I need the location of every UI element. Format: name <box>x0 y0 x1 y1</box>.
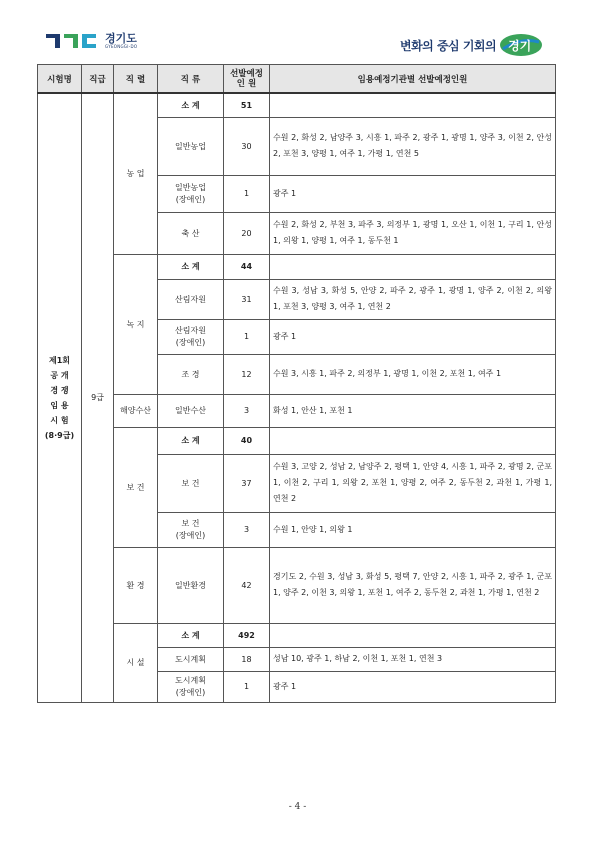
regions-cell: 화성 1, 안산 1, 포천 1 <box>270 394 556 427</box>
gyeonggi-logo <box>46 33 137 49</box>
exam-name-line: (8·9급) <box>44 430 75 440</box>
regions-cell: 수원 3, 성남 3, 화성 5, 안양 2, 파주 2, 광주 1, 광명 1, 양주 2, 이천 2, 의왕 1, 포천 3, 양평 3, 여주 1, 연천 2 <box>270 279 556 319</box>
page-header <box>0 0 595 60</box>
subtotal-count: 40 <box>224 427 270 454</box>
slogan-badge <box>499 33 543 57</box>
subtotal-count: 51 <box>224 93 270 117</box>
type-cell: 산림자원 <box>158 279 224 319</box>
count-cell: 1 <box>224 319 270 354</box>
table-row <box>38 547 556 623</box>
subtotal-regions <box>270 93 556 117</box>
header-grade: 직급 <box>82 65 114 94</box>
subtotal-count: 44 <box>224 254 270 279</box>
grade-cell: 9급 <box>82 93 114 702</box>
subtotal-label: 소 계 <box>158 623 224 647</box>
type-cell: 축 산 <box>158 212 224 254</box>
subtotal-label: 소 계 <box>158 254 224 279</box>
header-regions: 임용예정기관별 선발예정인원 <box>270 65 556 94</box>
regions-cell: 광주 1 <box>270 319 556 354</box>
exam-name-line: 시 험 <box>50 415 69 425</box>
series-cell: 농 업 <box>114 93 158 254</box>
regions-cell: 수원 2, 화성 2, 남양주 3, 시흥 1, 파주 2, 광주 1, 광명 1, 양주 3, 이천 2, 안성 2, 포천 3, 양평 1, 여주 1, 가평 1, 연천 5 <box>270 117 556 175</box>
table-header-row <box>38 65 556 94</box>
count-cell: 1 <box>224 671 270 702</box>
regions-cell: 수원 1, 안양 1, 의왕 1 <box>270 512 556 547</box>
regions-cell: 광주 1 <box>270 671 556 702</box>
series-cell: 녹 지 <box>114 254 158 394</box>
series-cell: 시 설 <box>114 623 158 702</box>
header-type: 직 류 <box>158 65 224 94</box>
regions-cell: 경기도 2, 수원 3, 성남 3, 화성 5, 평택 7, 안양 2, 시흥 1, 파주 2, 광주 1, 군포 1, 양주 2, 이천 3, 의왕 1, 포천 1, 여주 2, 동두천 2, 과천 1, 가평 1, 연천 2 <box>270 547 556 623</box>
regions-cell: 수원 3, 시흥 1, 파주 2, 의정부 1, 광명 1, 이천 2, 포천 1, 여주 1 <box>270 354 556 394</box>
count-cell: 12 <box>224 354 270 394</box>
subtotal-label: 소 계 <box>158 93 224 117</box>
type-cell: 조 경 <box>158 354 224 394</box>
exam-name-line: 경 쟁 <box>50 385 69 395</box>
table-row <box>38 394 556 427</box>
count-cell: 30 <box>224 117 270 175</box>
exam-name-cell <box>38 93 82 702</box>
count-cell: 1 <box>224 175 270 212</box>
table-row <box>38 427 556 454</box>
count-cell: 3 <box>224 512 270 547</box>
table-row <box>38 93 556 117</box>
regions-cell: 성남 10, 광주 1, 하남 2, 이천 1, 포천 1, 연천 3 <box>270 647 556 671</box>
type-cell: 보 건 (장애인) <box>158 512 224 547</box>
slogan-text: 변화의 중심 기회의 <box>400 38 497 53</box>
table-row <box>38 623 556 647</box>
exam-name-line: 공 개 <box>50 370 69 380</box>
count-cell: 3 <box>224 394 270 427</box>
count-cell: 37 <box>224 454 270 512</box>
table-row <box>38 254 556 279</box>
type-cell: 일반수산 <box>158 394 224 427</box>
exam-name-line: 제1회 <box>48 355 71 365</box>
exam-name-line: 임 용 <box>50 400 69 410</box>
type-cell: 산림자원 (장애인) <box>158 319 224 354</box>
recruitment-table <box>37 64 556 703</box>
type-cell: 일반환경 <box>158 547 224 623</box>
regions-cell: 수원 2, 화성 2, 부천 3, 파주 3, 의정부 1, 광명 1, 오산 1, 이천 1, 구리 1, 안성 1, 의왕 1, 양평 1, 여주 1, 동두천 1 <box>270 212 556 254</box>
header-series: 직 렬 <box>114 65 158 94</box>
logo-subtext: GYEONGGI-DO <box>105 44 138 49</box>
count-cell: 18 <box>224 647 270 671</box>
count-cell: 42 <box>224 547 270 623</box>
regions-cell: 수원 3, 고양 2, 성남 2, 남양주 2, 평택 1, 안양 4, 시흥 1, 파주 2, 광명 2, 군포 1, 이천 2, 구리 1, 의왕 2, 포천 1, 양평 2, 여주 2, 동두천 2, 과천 1, 가평 1, 연천 2 <box>270 454 556 512</box>
series-cell: 환 경 <box>114 547 158 623</box>
type-cell: 일반농업 <box>158 117 224 175</box>
count-cell: 31 <box>224 279 270 319</box>
type-cell: 도시계획 (장애인) <box>158 671 224 702</box>
slogan-badge-text: 경기 <box>508 39 532 53</box>
subtotal-regions <box>270 254 556 279</box>
type-cell: 도시계획 <box>158 647 224 671</box>
regions-cell: 광주 1 <box>270 175 556 212</box>
subtotal-count: 492 <box>224 623 270 647</box>
subtotal-regions <box>270 427 556 454</box>
type-cell: 일반농업 (장애인) <box>158 175 224 212</box>
series-cell: 해양수산 <box>114 394 158 427</box>
type-cell: 보 건 <box>158 454 224 512</box>
series-cell: 보 건 <box>114 427 158 547</box>
page-number: - 4 - <box>288 802 307 812</box>
subtotal-label: 소 계 <box>158 427 224 454</box>
subtotal-regions <box>270 623 556 647</box>
slogan <box>400 33 543 57</box>
logo-mark-icon <box>46 34 98 48</box>
header-count: 선발예정 인 원 <box>224 65 270 94</box>
count-cell: 20 <box>224 212 270 254</box>
logo-name: 경기도 <box>105 32 137 45</box>
header-exam-name: 시험명 <box>38 65 82 94</box>
